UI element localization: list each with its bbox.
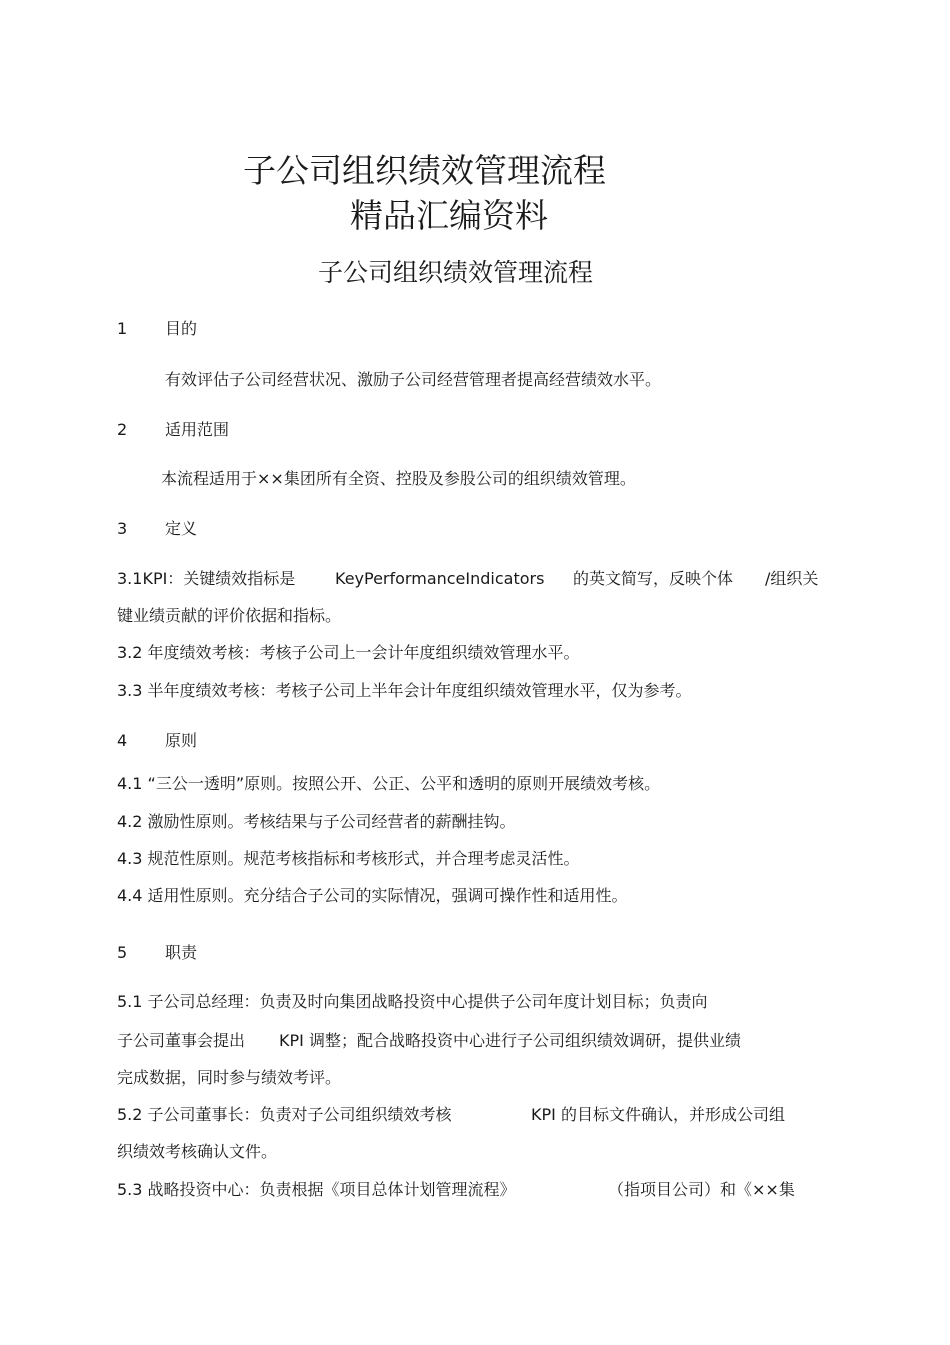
section-3-title: 定义 — [165, 519, 198, 538]
duty-5-2-line-1a: 5.2 子公司董事长：负责对子公司组织绩效考核 — [117, 1105, 452, 1124]
definition-3-1-continued: 键业绩贡献的评价依据和指标。 — [117, 606, 342, 625]
section-2-number: 2 — [117, 420, 128, 439]
principle-4-1: 4.1 “三公一透明”原则。按照公开、公正、公平和透明的原则开展绩效考核。 — [117, 774, 661, 793]
section-4-number: 4 — [117, 731, 128, 750]
duty-5-1-line-2b: KPI 调整；配合战略投资中心进行子公司组织绩效调研，提供业绩 — [279, 1031, 741, 1050]
definition-3-2: 3.2 年度绩效考核：考核子公司上一会计年度组织绩效管理水平。 — [117, 643, 580, 662]
document-title: 子公司组织绩效管理流程 — [243, 151, 606, 190]
section-5-title: 职责 — [165, 943, 198, 962]
duty-5-3-line-1a: 5.3 战略投资中心：负责根据《项目总体计划管理流程》 — [117, 1180, 516, 1199]
duty-5-1-line-2a: 子公司董事会提出 — [117, 1031, 246, 1050]
duty-5-1-line-1: 5.1 子公司总经理：负责及时向集团战略投资中心提供子公司年度计划目标；负责向 — [117, 992, 708, 1011]
principle-4-2: 4.2 激励性原则。考核结果与子公司经营者的薪酬挂钩。 — [117, 812, 516, 831]
principle-4-4: 4.4 适用性原则。充分结合子公司的实际情况，强调可操作性和适用性。 — [117, 886, 628, 905]
duty-5-1-line-3: 完成数据，同时参与绩效考评。 — [117, 1068, 342, 1087]
section-4-title: 原则 — [165, 731, 198, 750]
duty-5-2-line-2: 织绩效考核确认文件。 — [117, 1142, 278, 1161]
section-1-title: 目的 — [165, 319, 198, 338]
duty-5-3-line-1b: （指项目公司）和《××集 — [608, 1180, 795, 1199]
definition-3-1-part-a: 3.1KPI：关键绩效指标是 — [117, 569, 296, 588]
duty-5-2-line-1b: KPI 的目标文件确认，并形成公司组 — [531, 1105, 785, 1124]
definition-3-1-part-d: /组织关 — [765, 569, 819, 588]
definition-3-1-term: KeyPerformanceIndicators — [335, 569, 545, 588]
section-5-number: 5 — [117, 943, 128, 962]
section-3-number: 3 — [117, 519, 128, 538]
document-heading: 子公司组织绩效管理流程 — [318, 258, 594, 287]
section-1-text: 有效评估子公司经营状况、激励子公司经营管理者提高经营绩效水平。 — [165, 370, 662, 389]
definition-3-1-part-c: 的英文简写，反映个体 — [573, 569, 734, 588]
principle-4-3: 4.3 规范性原则。规范考核指标和考核形式，并合理考虑灵活性。 — [117, 849, 580, 868]
document-subtitle: 精品汇编资料 — [350, 196, 548, 235]
section-2-title: 适用范围 — [165, 420, 230, 439]
definition-3-3: 3.3 半年度绩效考核：考核子公司上半年会计年度组织绩效管理水平，仅为参考。 — [117, 681, 692, 700]
section-1-number: 1 — [117, 319, 128, 338]
section-2-text: 本流程适用于××集团所有全资、控股及参股公司的组织绩效管理。 — [161, 469, 636, 488]
